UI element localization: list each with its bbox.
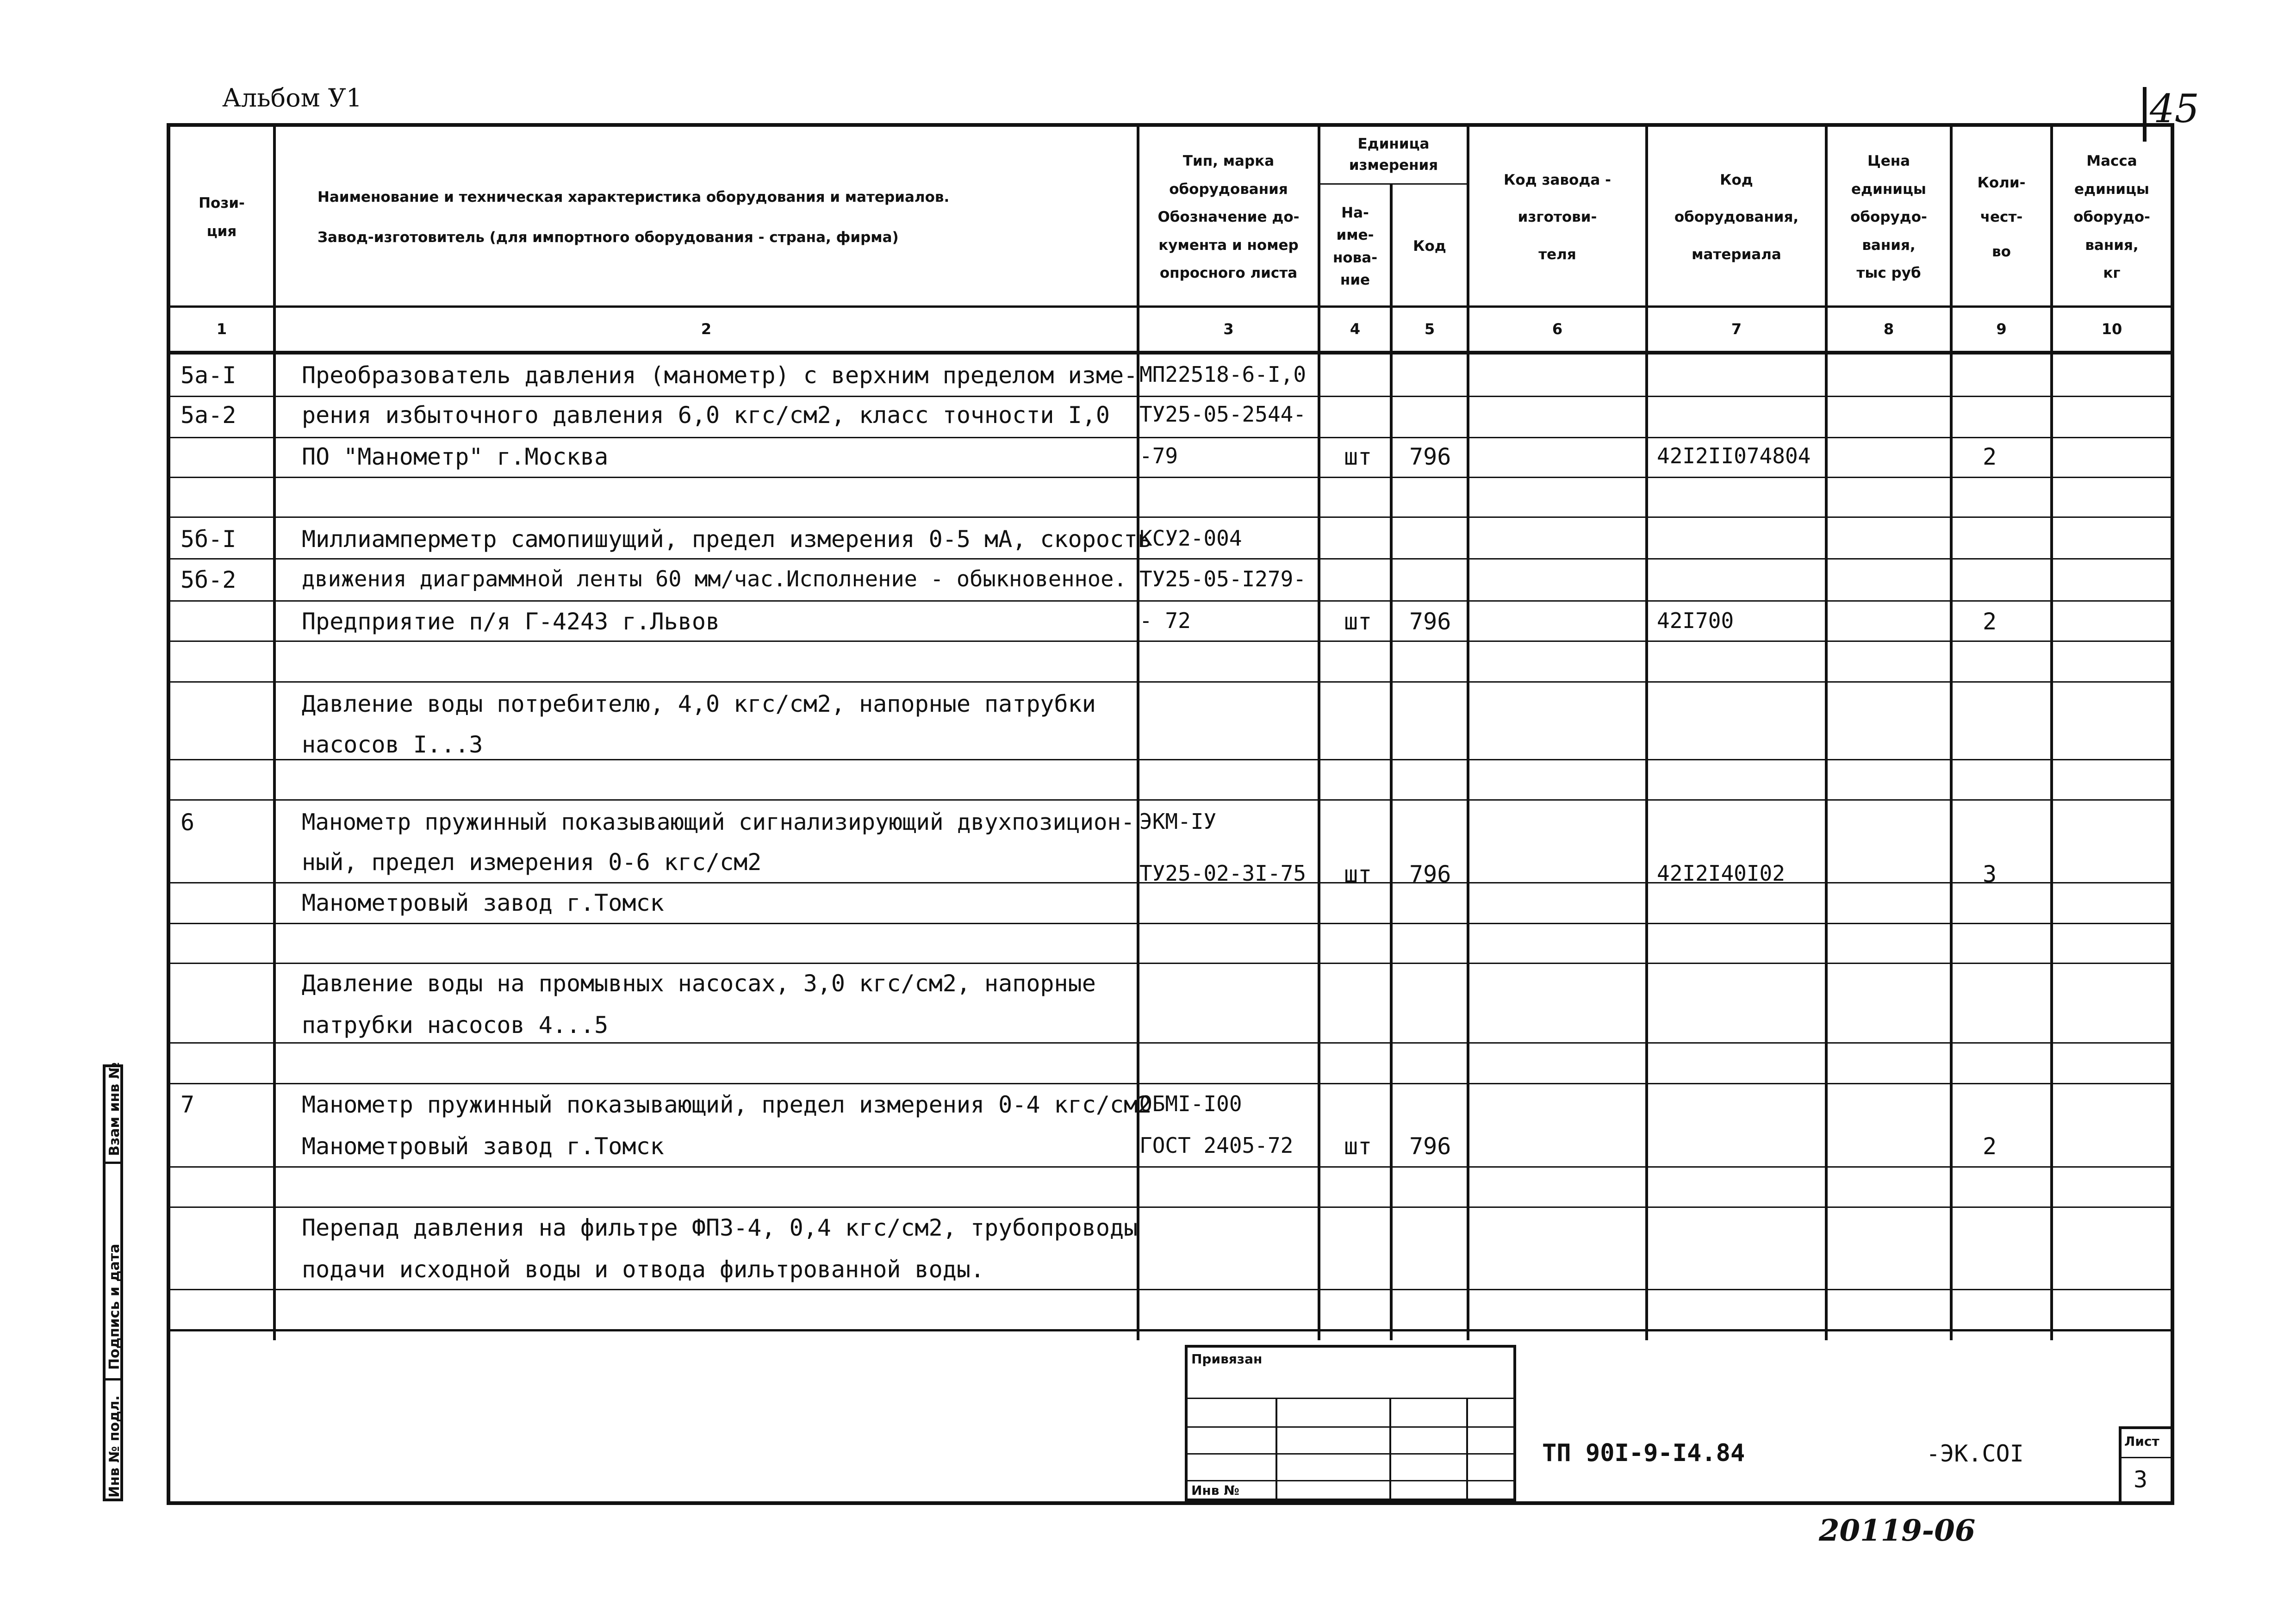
row-quantity: 2 (1983, 608, 1997, 635)
header-unit-name: На- име- нова- ние (1332, 205, 1378, 288)
column-number: 7 (1731, 320, 1742, 338)
row-unit-code: 796 (1409, 608, 1451, 635)
header-quantity: Коли- чест- во (1977, 174, 2026, 260)
sheet-number: 3 (2134, 1466, 2148, 1493)
row-line (167, 1166, 2174, 1168)
row-type: ГОСТ 2405-72 (1139, 1133, 1294, 1158)
header-equipment-code: Код оборудования, материала (1674, 171, 1799, 263)
row-name: патрубки насосов 4...5 (302, 1012, 609, 1038)
privyazan-label: Привязан (1191, 1351, 1263, 1367)
header-name (276, 127, 1137, 308)
row-unit-code: 796 (1409, 1133, 1451, 1160)
header-divider (167, 305, 2174, 308)
row-name: Манометровый завод г.Томск (302, 889, 664, 916)
column-number: 8 (1883, 320, 1894, 338)
row-unit-code: 796 (1409, 861, 1451, 888)
column-line (1318, 123, 1320, 1340)
row-position: 5а-I (180, 362, 236, 389)
row-line (167, 516, 2174, 518)
album-label: Альбом У1 (222, 83, 362, 112)
header-position: Пози- ция (199, 195, 245, 240)
document-suffix: -ЭК.СОI (1926, 1440, 2024, 1467)
row-equipment-code: 42I2I40I02 (1657, 861, 1785, 886)
row-line (167, 437, 2174, 438)
row-name: движения диаграммной ленты 60 мм/час.Исполнение - обыкновенное. (302, 566, 1127, 592)
row-line (167, 1042, 2174, 1044)
margin-podpis: Подпись и дата (106, 1244, 123, 1370)
row-name: Давление воды потребителю, 4,0 кгс/см2, напорные патрубки (302, 690, 1096, 717)
document-code: ТП 90I-9-I4.84 (1542, 1439, 1745, 1467)
row-line (167, 799, 2174, 801)
page-number: 45 (2150, 86, 2199, 131)
row-position: 6 (180, 809, 195, 836)
row-line (167, 759, 2174, 760)
row-name: ПО "Манометр" г.Москва (302, 443, 609, 470)
column-line (2050, 123, 2053, 1340)
row-name: Перепад давления на фильтре ФПЗ-4, 0,4 кгс/см2, трубопроводы (302, 1214, 1138, 1241)
row-name: Предприятие п/я Г-4243 г.Львов (302, 608, 720, 635)
row-line (167, 558, 2174, 560)
row-type: МП22518-6-I,0 (1139, 362, 1307, 387)
row-line (167, 477, 2174, 478)
margin-divider (103, 1378, 123, 1380)
column-number: 9 (1996, 320, 2007, 338)
row-unit-code: 796 (1409, 443, 1451, 470)
row-name: подачи исходной воды и отвода фильтрованной воды. (302, 1256, 985, 1283)
column-line (1950, 123, 1953, 1340)
row-equipment-code: 42I700 (1657, 608, 1734, 633)
row-name: Давление воды на промывных насосах, 3,0 кгс/см2, напорные (302, 970, 1096, 997)
row-unit: шт (1344, 443, 1372, 470)
row-name: насосов I...3 (302, 731, 483, 758)
column-number: 1 (216, 320, 227, 338)
row-name: Манометр пружинный показывающий сигнализирующий двухпозицион- (302, 809, 1135, 835)
row-equipment-code: 42I2II074804 (1657, 443, 1811, 468)
column-line (1467, 123, 1469, 1340)
header-divider (167, 351, 2174, 354)
title-col (1276, 1398, 1277, 1499)
title-col (1389, 1398, 1391, 1499)
inv-no-label: Инв № (1191, 1483, 1239, 1498)
margin-vzam: Взам инв № (106, 1062, 123, 1156)
row-line (167, 396, 2174, 397)
row-position: 5б-I (180, 526, 236, 553)
row-unit: шт (1344, 1133, 1372, 1160)
column-number: 3 (1223, 320, 1234, 338)
row-type: ТУ25-05-I279- (1139, 566, 1307, 591)
sheet-divider (2119, 1457, 2174, 1458)
handwritten-number: 20119-06 (1819, 1513, 1976, 1548)
header-factory-code: Код завода - изготови- теля (1504, 171, 1611, 263)
row-name: Преобразователь давления (манометр) с верхним пределом изме- (302, 362, 1138, 389)
row-quantity: 3 (1983, 861, 1997, 888)
row-line (167, 1083, 2174, 1084)
row-line (167, 1329, 2174, 1331)
row-type: ТУ25-02-3I-75 (1139, 861, 1307, 886)
header-type: Тип, марка оборудования Обозначение до- кумента и номер опросного листа (1157, 153, 1300, 282)
header-unit-code: Код (1413, 238, 1446, 255)
column-line (273, 123, 276, 1340)
row-type: -79 (1139, 443, 1178, 468)
column-number: 4 (1350, 320, 1361, 338)
row-type: ОБМI-I00 (1139, 1091, 1242, 1116)
row-name: ный, предел измерения 0-6 кгс/см2 (302, 849, 762, 876)
row-line (167, 640, 2174, 642)
row-line (167, 1206, 2174, 1208)
header-name-line2: Завод-изготовитель (для импортного оборудования - страна, фирма) (317, 229, 899, 246)
row-name: Манометровый завод г.Томск (302, 1133, 664, 1160)
row-line (167, 681, 2174, 683)
title-col (1466, 1398, 1468, 1499)
row-line (167, 923, 2174, 924)
row-type: ЭКМ-IУ (1139, 809, 1217, 834)
header-mass: Масса единицы оборудо- вания, кг (2073, 153, 2150, 282)
column-line (1645, 123, 1648, 1340)
row-type: КСУ2-004 (1139, 526, 1242, 551)
header-price: Цена единицы оборудо- вания, тыс руб (1850, 153, 1927, 282)
row-position: 5а-2 (180, 402, 236, 429)
row-position: 5б-2 (180, 566, 236, 593)
margin-inv-podl: Инв № подл. (106, 1395, 123, 1498)
column-line (1825, 123, 1828, 1340)
header-unit-group: Единица измерения (1349, 135, 1438, 174)
unit-header-divider (1320, 183, 1467, 185)
row-name: Манометр пружинный показывающий, предел измерения 0-4 кгс/см2 (302, 1091, 1152, 1118)
row-quantity: 2 (1983, 1133, 1997, 1160)
row-unit: шт (1344, 861, 1372, 888)
row-quantity: 2 (1983, 443, 1997, 470)
row-name: Миллиамперметр самопишущий, предел измерения 0-5 мА, скорость (302, 526, 1152, 553)
row-line (167, 600, 2174, 602)
row-type: - 72 (1139, 608, 1191, 633)
row-unit: шт (1344, 608, 1372, 635)
row-type: ТУ25-05-2544- (1139, 402, 1307, 427)
column-number: 6 (1552, 320, 1563, 338)
row-position: 7 (180, 1091, 195, 1118)
header-name-line1: Наименование и техническая характеристика оборудования и материалов. (317, 188, 950, 205)
column-number: 2 (701, 320, 712, 338)
column-number: 10 (2101, 320, 2122, 338)
sheet-label: Лист (2124, 1434, 2159, 1449)
margin-divider (103, 1162, 123, 1164)
row-line (167, 1289, 2174, 1290)
column-number: 5 (1424, 320, 1435, 338)
row-line (167, 963, 2174, 964)
row-name: рения избыточного давления 6,0 кгс/см2, класс точности I,0 (302, 402, 1110, 429)
